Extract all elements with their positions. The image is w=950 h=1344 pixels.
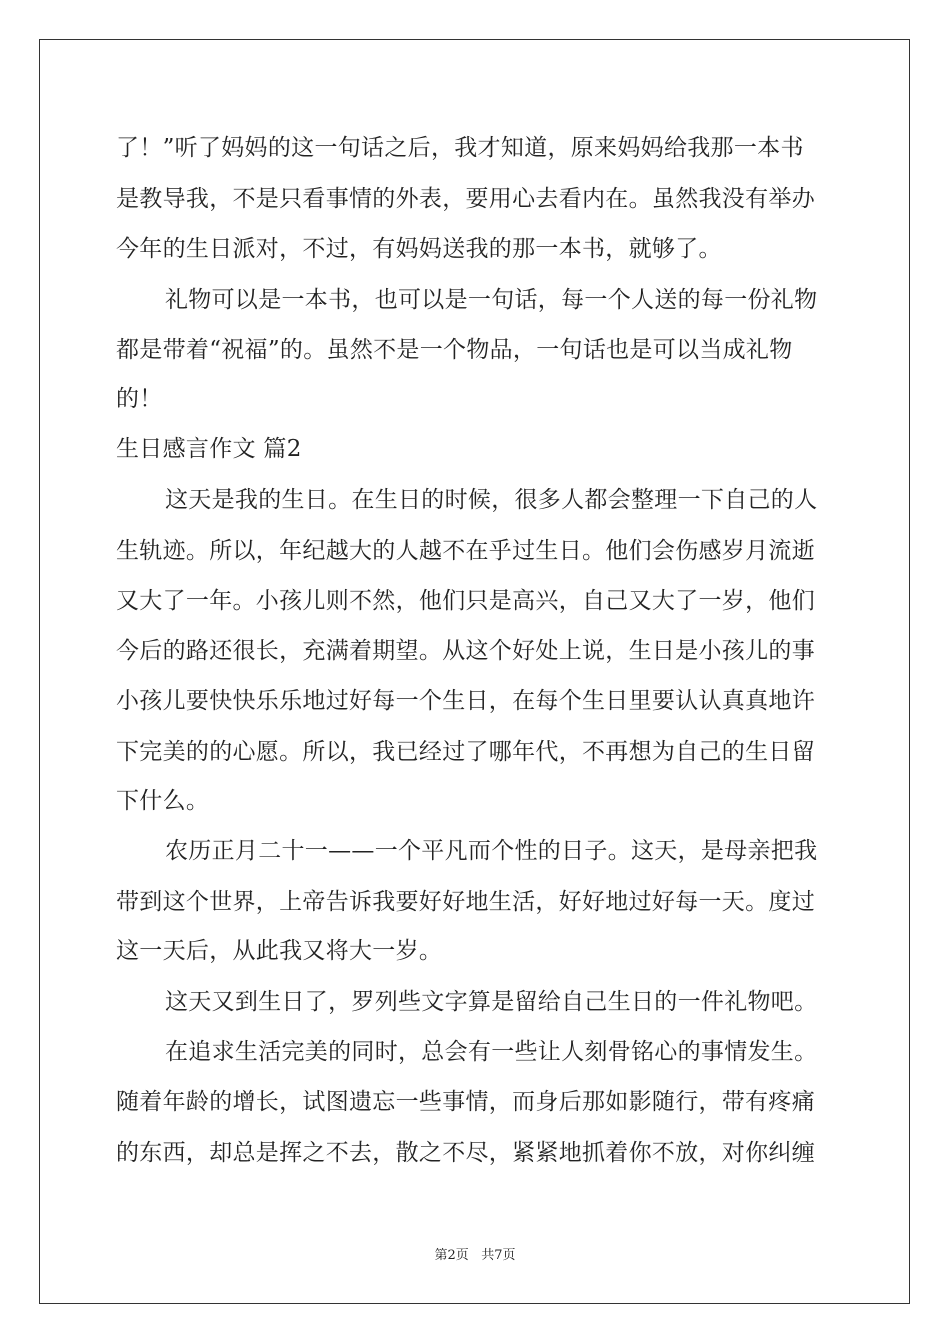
body-line: 生轨迹。所以，年纪越大的人越不在乎过生日。他们会伤感岁月流逝 [116, 538, 815, 564]
body-line: 的东西，却总是挥之不去，散之不尽，紧紧地抓着你不放，对你纠缠 [116, 1140, 815, 1166]
paragraph-start-line: 这天又到生日了，罗列些文字算是留给自己生日的一件礼物吧。 [165, 989, 818, 1015]
body-line: 下什么。 [116, 788, 210, 814]
page-footer [0, 1247, 950, 1265]
body-line: 带到这个世界，上帝告诉我要好好地生活，好好地过好每一天。度过 [116, 889, 815, 915]
section-heading: 生日感言作文 篇2 [116, 436, 302, 462]
body-line: 了！”听了妈妈的这一句话之后，我才知道，原来妈妈给我那一本书 [116, 135, 804, 161]
body-line: 下完美的的心愿。所以，我已经过了哪年代，不再想为自己的生日留 [116, 739, 815, 765]
page-number: 第2页 [434, 1248, 469, 1263]
body-line: 小孩儿要快快乐乐地过好每一个生日，在每个生日里要认认真真地许 [116, 688, 815, 714]
body-line: 的！ [116, 386, 163, 412]
body-line: 随着年龄的增长，试图遗忘一些事情，而身后那如影随行，带有疼痛 [116, 1089, 815, 1115]
body-line: 今后的路还很长，充满着期望。从这个好处上说，生日是小孩儿的事 [116, 638, 815, 664]
paragraph-start-line: 礼物可以是一本书，也可以是一句话，每一个人送的每一份礼物 [165, 287, 818, 313]
paragraph-start-line: 在追求生活完美的同时，总会有一些让人刻骨铭心的事情发生。 [165, 1039, 818, 1065]
body-line: 都是带着“祝福”的。虽然不是一个物品，一句话也是可以当成礼物 [116, 337, 793, 363]
paragraph-start-line: 这天是我的生日。在生日的时候，很多人都会整理一下自己的人 [165, 487, 818, 513]
page-total: 共7页 [481, 1248, 516, 1263]
paragraph-start-line: 农历正月二十一——一个平凡而个性的日子。这天，是母亲把我 [165, 838, 818, 864]
body-line: 这一天后，从此我又将大一岁。 [116, 938, 443, 964]
body-line: 今年的生日派对，不过，有妈妈送我的那一本书，就够了。 [116, 236, 722, 262]
body-line: 又大了一年。小孩儿则不然，他们只是高兴，自己又大了一岁，他们 [116, 588, 815, 614]
body-line: 是教导我，不是只看事情的外表，要用心去看内在。虽然我没有举办 [116, 186, 815, 212]
